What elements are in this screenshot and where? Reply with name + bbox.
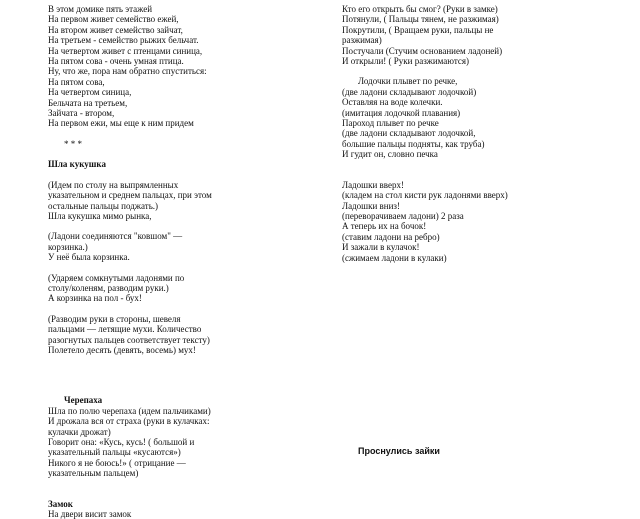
cherepakha-poem	[48, 395, 338, 478]
text-line: (переворачиваем ладони) 2 раза	[342, 210, 464, 221]
text-line: корзинка.)	[48, 241, 88, 252]
text-line: (две ладони складывают лодочкой,	[342, 128, 476, 139]
text-line: указательный пальцы «кусаются»)	[48, 447, 181, 458]
text-line: На третьем - семейство рыжих бельчат.	[48, 35, 199, 46]
text-line: (Идем по столу на выпрямленных	[48, 179, 179, 190]
text-line: (Ударяем сомкнутыми ладонями по	[48, 272, 185, 283]
house-poem	[48, 4, 338, 129]
text-line: Шла кукушка мимо рынка,	[48, 210, 152, 221]
right-column	[342, 4, 632, 263]
ladoshki-poem	[342, 180, 632, 263]
text-line: И дрожала вся от страха (руки в кулачках:	[48, 416, 210, 427]
text-line: Ладошки вниз!	[342, 200, 400, 211]
text-line: На пятом сова - очень умная птица.	[48, 56, 184, 67]
text-line: остальные пальцы поджать.)	[48, 200, 159, 211]
section-separator: * * *	[64, 138, 82, 149]
text-line: А корзинка на пол - бух!	[48, 293, 142, 304]
text-line: кулачки дрожат)	[48, 426, 111, 437]
text-line: (имитация лодочкой плавания)	[342, 107, 461, 118]
text-line: столу/коленям, разводим руки.)	[48, 282, 169, 293]
text-line: разогнутых пальцев соответствует тексту)	[48, 334, 210, 345]
text-line: Постучали (Стучим основанием ладоней)	[342, 45, 503, 56]
text-line: Оставляя на воде колечки.	[342, 97, 443, 108]
zamok-poem	[48, 499, 338, 519]
zamok-poem-continued	[342, 4, 632, 66]
text-line: Лодочки плывет по речке,	[358, 76, 458, 87]
text-line: большие пальцы подняты, как труба)	[342, 138, 485, 149]
text-line: И открыли! ( Руки разжимаются)	[342, 56, 470, 67]
text-line: На первом живет семейство ежей,	[48, 14, 179, 25]
text-line: Ну, что же, пора нам обратно спуститься:	[48, 66, 207, 77]
text-line: Зайчата - втором,	[48, 108, 115, 119]
text-line: Ладошки вверх!	[342, 179, 404, 190]
poem-title: Шла кукушка	[48, 159, 106, 170]
text-line: И зажали в кулачок!	[342, 242, 420, 253]
text-line: На пятом сова,	[48, 76, 105, 87]
section-heading: Проснулись зайки	[358, 446, 440, 456]
text-line: На первом ежи, мы еще к ним придем	[48, 118, 194, 129]
text-line: На втором живет семейство зайчат,	[48, 24, 183, 35]
text-line: (ставим ладони на ребро)	[342, 231, 440, 242]
kukushka-poem	[48, 159, 338, 355]
text-line: А теперь их на бочок!	[342, 221, 427, 232]
poem-title: Замок	[48, 498, 73, 509]
text-line: разжимая)	[342, 35, 382, 46]
text-line: Никого я не боюсь!» ( отрицание —	[48, 457, 186, 468]
text-line: На четвертом живет с птенцами синица,	[48, 45, 203, 56]
text-line: Пароход плывет по речке	[342, 118, 439, 129]
text-line: На двери висит замок	[48, 509, 132, 519]
text-line: И гудит он, словно печка	[342, 149, 438, 160]
text-line: указательном и среднем пальцах, при этом	[48, 190, 212, 201]
text-line: В этом домике пять этажей	[48, 4, 153, 14]
text-line: (Ладони соединяются "ковшом" —	[48, 231, 183, 242]
text-line: Потянули, ( Пальцы тянем, не разжимая)	[342, 14, 499, 25]
left-column	[48, 4, 338, 519]
text-line: (две ладони складывают лодочкой)	[342, 86, 477, 97]
poem-title: Черепаха	[64, 395, 103, 406]
text-line: (Разводим руки в стороны, шевеля	[48, 313, 181, 324]
text-line: У неё была корзинка.	[48, 252, 130, 263]
text-line: Кто его открыть бы смог? (Руки в замке)	[342, 4, 498, 14]
text-line: На четвертом синица,	[48, 87, 132, 98]
text-line: Покрутили, ( Вращаем руки, пальцы не	[342, 24, 494, 35]
text-line: Шла по полю черепаха (идем пальчиками)	[48, 405, 211, 416]
text-line: Бельчата на третьем,	[48, 97, 128, 108]
text-line: (кладем на стол кисти рук ладонями вверх)	[342, 190, 508, 201]
lodochki-poem	[342, 76, 632, 159]
text-line: пальцами — летящие мухи. Количество	[48, 324, 202, 335]
text-line: указательным пальцем)	[48, 468, 139, 479]
text-line: (сжимаем ладони в кулаки)	[342, 252, 447, 263]
text-line: Говорит она: «Кусь, кусь! ( большой и	[48, 437, 195, 447]
text-line: Полетело десять (девять, восемь) мух!	[48, 344, 196, 355]
